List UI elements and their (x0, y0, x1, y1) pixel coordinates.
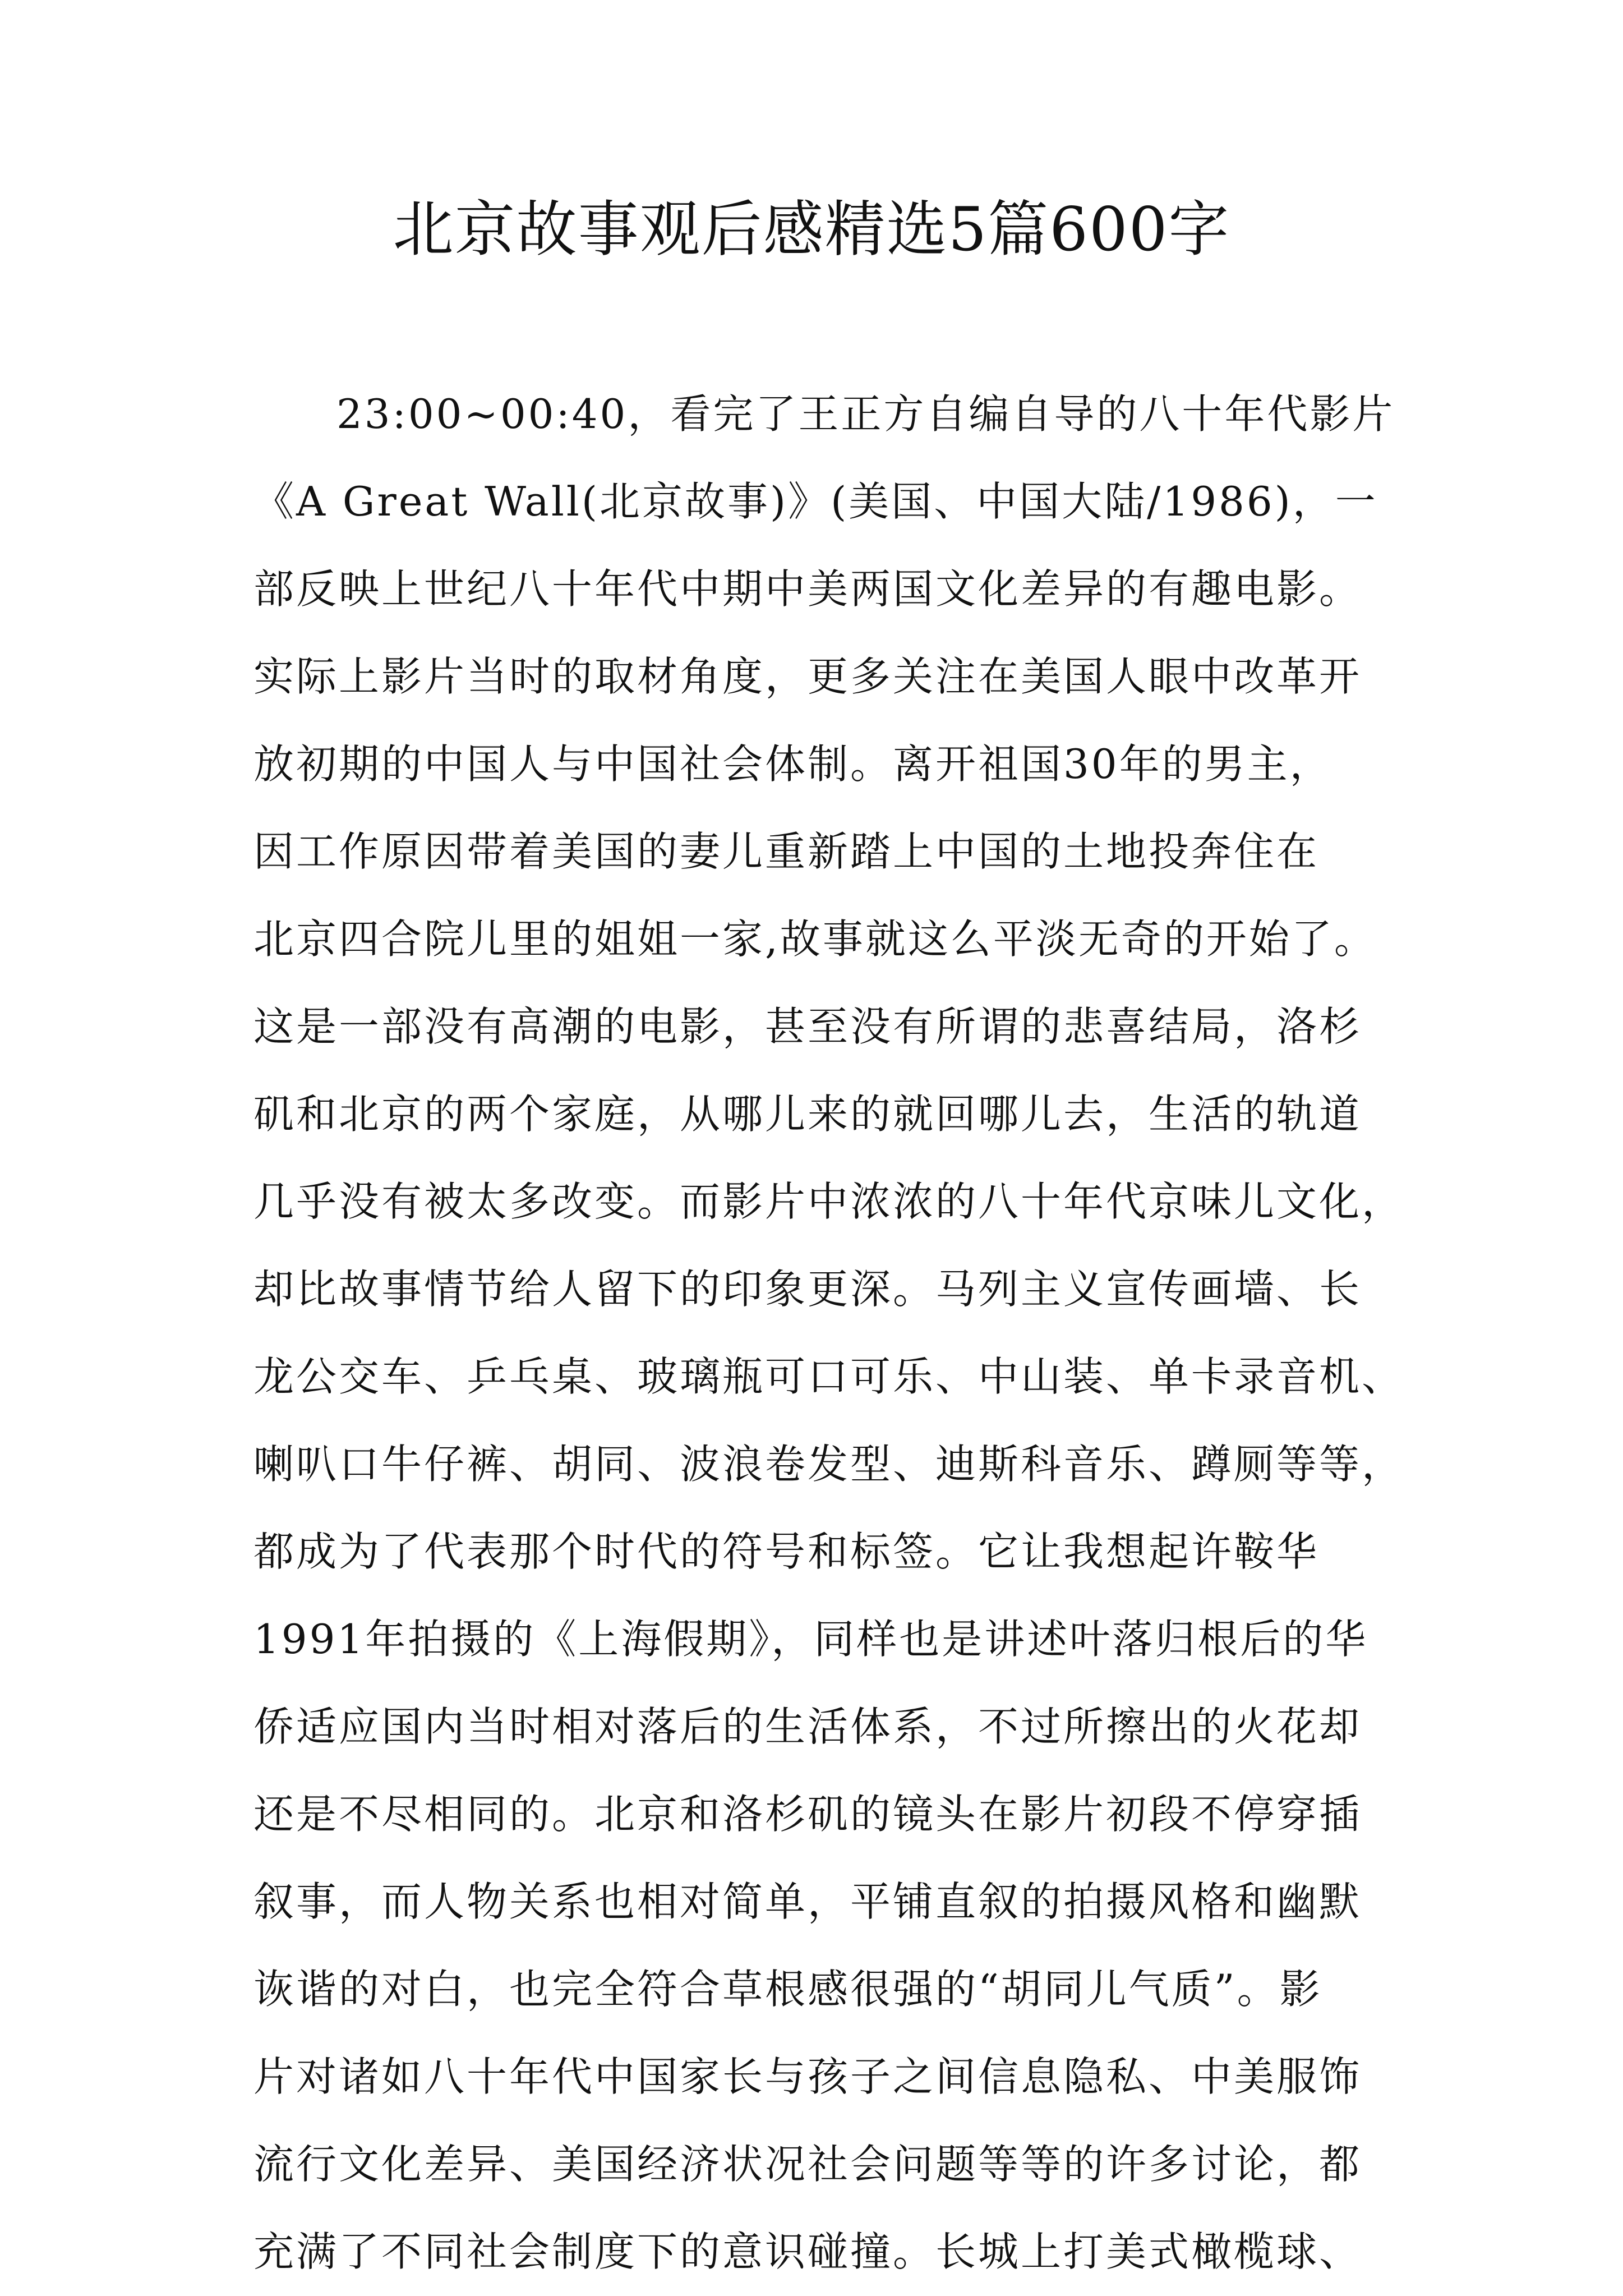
body-line: 实际上影片当时的取材角度，更多关注在美国人眼中改革开 (253, 653, 1362, 700)
body-line: 诙谐的对白，也完全符合草根感很强的“胡同儿气质”。影 (253, 1966, 1322, 2013)
body-line: 喇叭口牛仔裤、胡同、波浪卷发型、迪斯科音乐、蹲厕等等， (253, 1441, 1405, 1488)
body-line: 《A Great Wall(北京故事)》(美国、中国大陆/1986)，一 (253, 478, 1378, 525)
body-line: 北京四合院儿里的姐姐一家,故事就这么平淡无奇的开始了。 (253, 915, 1377, 963)
body-line: 都成为了代表那个时代的符号和标签。它让我想起许鞍华 (253, 1528, 1320, 1575)
body-line: 龙公交车、乒乓桌、玻璃瓶可口可乐、中山装、单卡录音机、 (253, 1353, 1405, 1400)
body-line: 侨适应国内当时相对落后的生活体系，不过所擦出的火花却 (253, 1703, 1362, 1750)
body-line: 几乎没有被太多改变。而影片中浓浓的八十年代京味儿文化， (253, 1178, 1405, 1225)
document-body (253, 370, 1405, 2295)
body-line: 充满了不同社会制度下的意识碰撞。长城上打美式橄榄球、 (253, 2228, 1362, 2275)
body-line: 1991年拍摄的《上海假期》，同样也是讲述叶落归根后的华 (253, 1616, 1368, 1663)
body-line: 部反映上世纪八十年代中期中美两国文化差异的有趣电影。 (253, 565, 1362, 613)
body-line: 因工作原因带着美国的妻儿重新踏上中国的土地投奔住在 (253, 828, 1320, 875)
body-line: 流行文化差异、美国经济状况社会问题等等的许多讨论，都 (253, 2141, 1362, 2188)
document-title: 北京故事观后感精选5篇600字 (393, 195, 1230, 265)
body-line: 23:00~00:40，看完了王正方自编自导的八十年代影片 (336, 390, 1395, 438)
body-line: 这是一部没有高潮的电影，甚至没有所谓的悲喜结局，洛杉 (253, 1003, 1362, 1050)
body-line: 叙事，而人物关系也相对简单，平铺直叙的拍摄风格和幽默 (253, 1878, 1362, 1925)
body-line: 片对诸如八十年代中国家长与孩子之间信息隐私、中美服饰 (253, 2053, 1362, 2100)
body-line: 放初期的中国人与中国社会体制。离开祖国30年的男主， (253, 740, 1332, 788)
body-line: 还是不尽相同的。北京和洛杉矶的镜头在影片初段不停穿插 (253, 1791, 1362, 1838)
body-line: 却比故事情节给人留下的印象更深。马列主义宣传画墙、长 (253, 1266, 1362, 1313)
body-line: 矶和北京的两个家庭，从哪儿来的就回哪儿去，生活的轨道 (253, 1091, 1362, 1138)
